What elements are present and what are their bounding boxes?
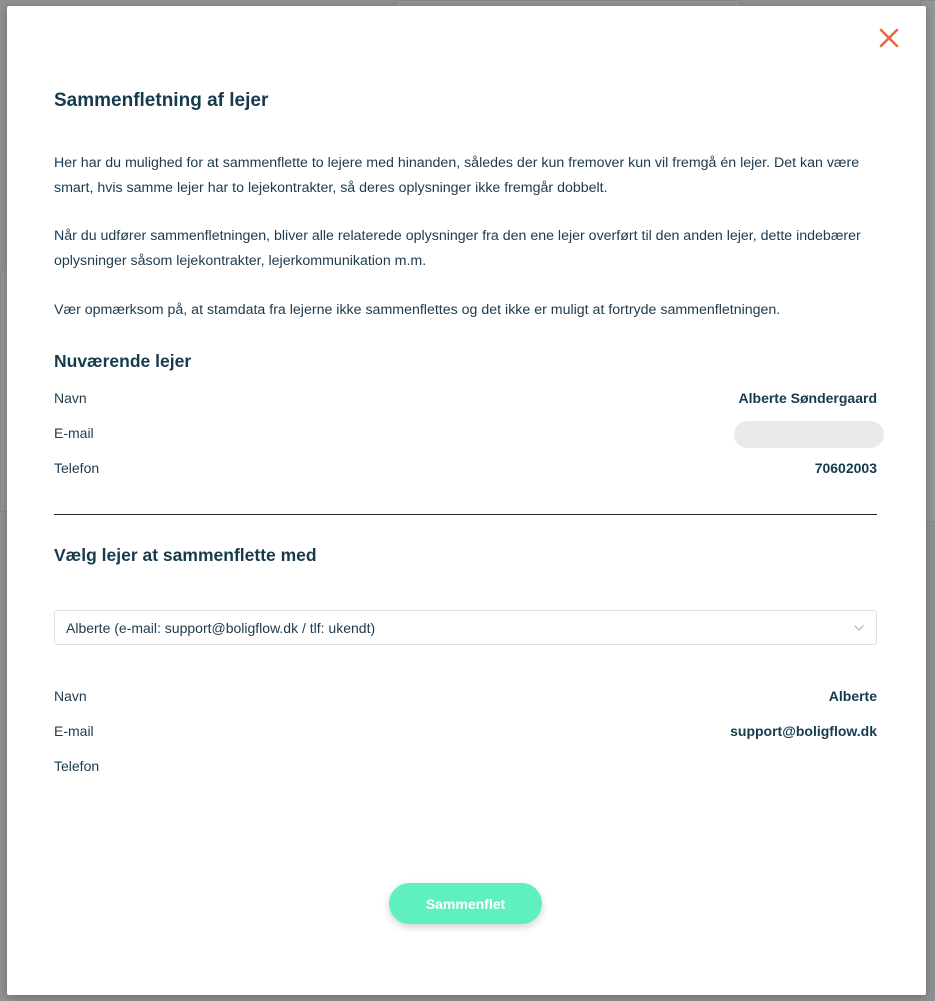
email-label: E-mail bbox=[54, 723, 94, 739]
phone-value: 70602003 bbox=[814, 460, 877, 476]
merge-tenant-phone-row bbox=[54, 756, 877, 778]
close-icon bbox=[876, 25, 902, 51]
close-button[interactable] bbox=[876, 25, 902, 51]
chevron-down-icon bbox=[853, 622, 865, 634]
merge-tenants-dialog bbox=[7, 6, 926, 995]
name-value: Alberte Søndergaard bbox=[738, 390, 877, 406]
current-tenant-name-row bbox=[54, 388, 877, 410]
tenant-select[interactable] bbox=[54, 610, 877, 645]
email-value: support@boligflow.dk bbox=[730, 723, 877, 739]
name-value: Alberte bbox=[828, 688, 877, 704]
current-tenant-heading: Nuværende lejer bbox=[54, 351, 192, 371]
merge-with-heading: Vælg lejer at sammenflette med bbox=[54, 545, 317, 565]
merge-tenant-name-row bbox=[54, 686, 877, 708]
section-divider bbox=[54, 514, 877, 515]
warning-paragraph: Vær opmærksom på, at stamdata fra lejerne ikke sammenflettes og det ikke er muligt at fortryde sammenfletningen. bbox=[54, 302, 781, 318]
phone-label: Telefon bbox=[54, 758, 100, 774]
description-paragraph: Her har du mulighed for at sammenflette to lejere med hinanden, således der kun fremover kun vil fremgå én lejer. Det kan være smart, hvis samme lejer har to lejekontrakter, så deres oplysninger ikke fremgår dobbelt. bbox=[54, 155, 860, 196]
phone-label: Telefon bbox=[54, 460, 100, 476]
tenant-select-value: Alberte (e-mail: support@boligflow.dk / tlf: ukendt) bbox=[66, 620, 376, 636]
description-paragraph: Når du udfører sammenfletningen, bliver alle relaterede oplysninger fra den ene lejer overført til den anden lejer, dette indebærer oplysninger såsom lejekontrakter, lejerkommunikation m.m. bbox=[54, 228, 861, 269]
name-label: Navn bbox=[54, 390, 87, 406]
email-label: E-mail bbox=[54, 425, 94, 441]
merge-tenant-email-row bbox=[54, 721, 877, 743]
current-tenant-phone-row bbox=[54, 458, 877, 480]
merge-button[interactable]: Sammenflet bbox=[389, 883, 542, 924]
name-label: Navn bbox=[54, 688, 87, 704]
dialog-title: Sammenfletning af lejer bbox=[54, 90, 269, 111]
redacted-email-value bbox=[734, 421, 884, 448]
